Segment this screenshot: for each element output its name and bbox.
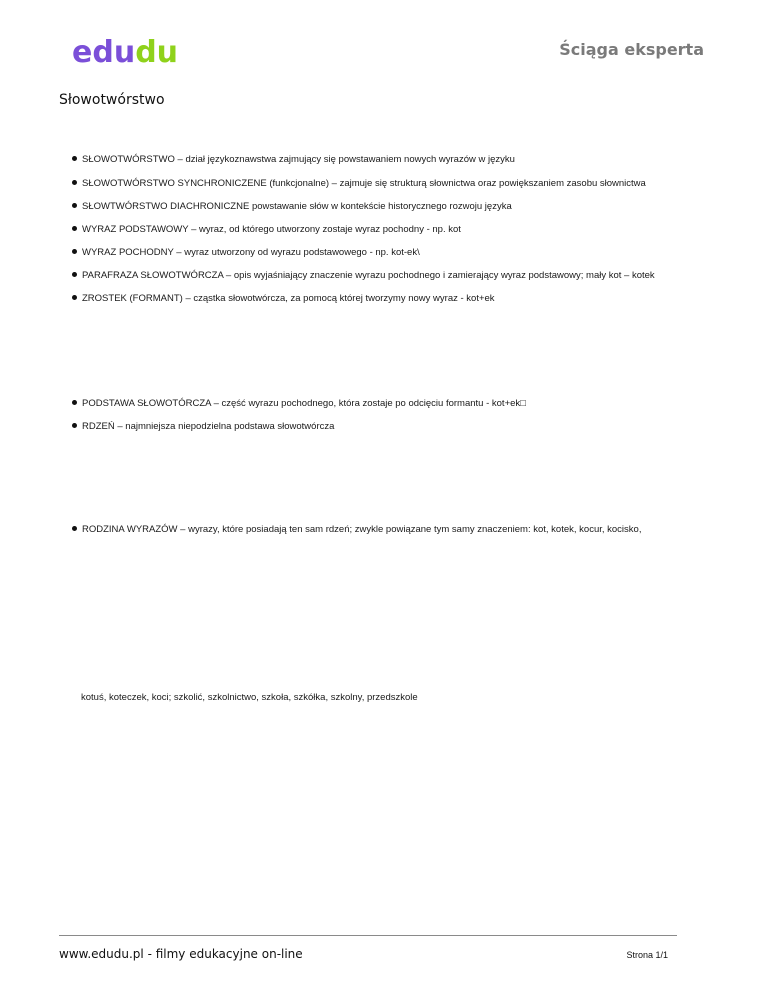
bullet-icon: [72, 295, 77, 300]
bullet-icon: [72, 156, 77, 161]
list-item-text: RODZINA WYRAZÓW – wyrazy, które posiadają ten sam rdzeń; zwykle powiązane tym samy znaczeniem: kot, kotek, kocur, kocisko,: [82, 524, 642, 535]
list-item-text: WYRAZ PODSTAWOWY – wyraz, od którego utworzony zostaje wyraz pochodny - np. kot: [82, 224, 461, 235]
document-title: Słowotwórstwo: [59, 92, 165, 108]
list-item-text: ZROSTEK (FORMANT) – cząstka słowotwórcza, za pomocą której tworzymy nowy wyraz - kot+ek: [82, 293, 495, 304]
list-item: [72, 524, 641, 536]
list-item: [72, 421, 334, 433]
list-item: [72, 398, 526, 410]
list-item: [72, 247, 420, 259]
list-item-text: PODSTAWA SŁOWOTÓRCZA – część wyrazu pochodnego, która zostaje po odcięciu formantu - kot+ek□: [82, 398, 526, 409]
svg-text:edudu: edudu: [72, 35, 179, 70]
list-item: [72, 178, 646, 190]
bullet-icon: [72, 226, 77, 231]
list-item-text: SŁOWOTWÓRSTWO SYNCHRONICZENE (funkcjonalne) – zajmuje się strukturą słownictwa oraz powiększaniem zasobu słownictwa: [82, 178, 646, 189]
footer-divider: [59, 935, 677, 936]
list-item: [72, 270, 655, 282]
list-item-text: RDZEŃ – najmniejsza niepodzielna podstawa słowotwórcza: [82, 421, 335, 432]
edudu-logo: [72, 32, 184, 72]
bullet-icon: [72, 400, 77, 405]
footer-site-link[interactable]: www.edudu.pl - filmy edukacyjne on-line: [59, 947, 303, 961]
header-title: Ściąga eksperta: [559, 40, 704, 59]
list-item: [72, 154, 515, 166]
list-item-text: SŁOWOTWÓRSTWO – dział językoznawstwa zajmujący się powstawaniem nowych wyrazów w języku: [82, 154, 515, 165]
page-number: Strona 1/1: [626, 950, 668, 960]
list-item-text: PARAFRAZA SŁOWOTWÓRCZA – opis wyjaśniający znaczenie wyrazu pochodnego i zamierający wyraz podstawowy; mały kot – kotek: [82, 270, 655, 281]
bullet-icon: [72, 423, 77, 428]
bullet-icon: [72, 526, 77, 531]
bullet-icon: [72, 180, 77, 185]
bullet-icon: [72, 249, 77, 254]
bullet-icon: [72, 272, 77, 277]
list-item: [72, 224, 461, 236]
list-item-text: SŁOWTWÓRSTWO DIACHRONICZNE powstawanie słów w kontekście historycznego rozwoju języka: [82, 201, 512, 212]
list-item: [72, 293, 495, 305]
list-item: [72, 201, 512, 213]
bullet-icon: [72, 203, 77, 208]
list-continuation: kotuś, koteczek, koci; szkolić, szkolnictwo, szkoła, szkółka, szkolny, przedszkole: [81, 692, 418, 703]
list-item-text: WYRAZ POCHODNY – wyraz utworzony od wyrazu podstawowego - np. kot-ek\: [82, 247, 420, 258]
